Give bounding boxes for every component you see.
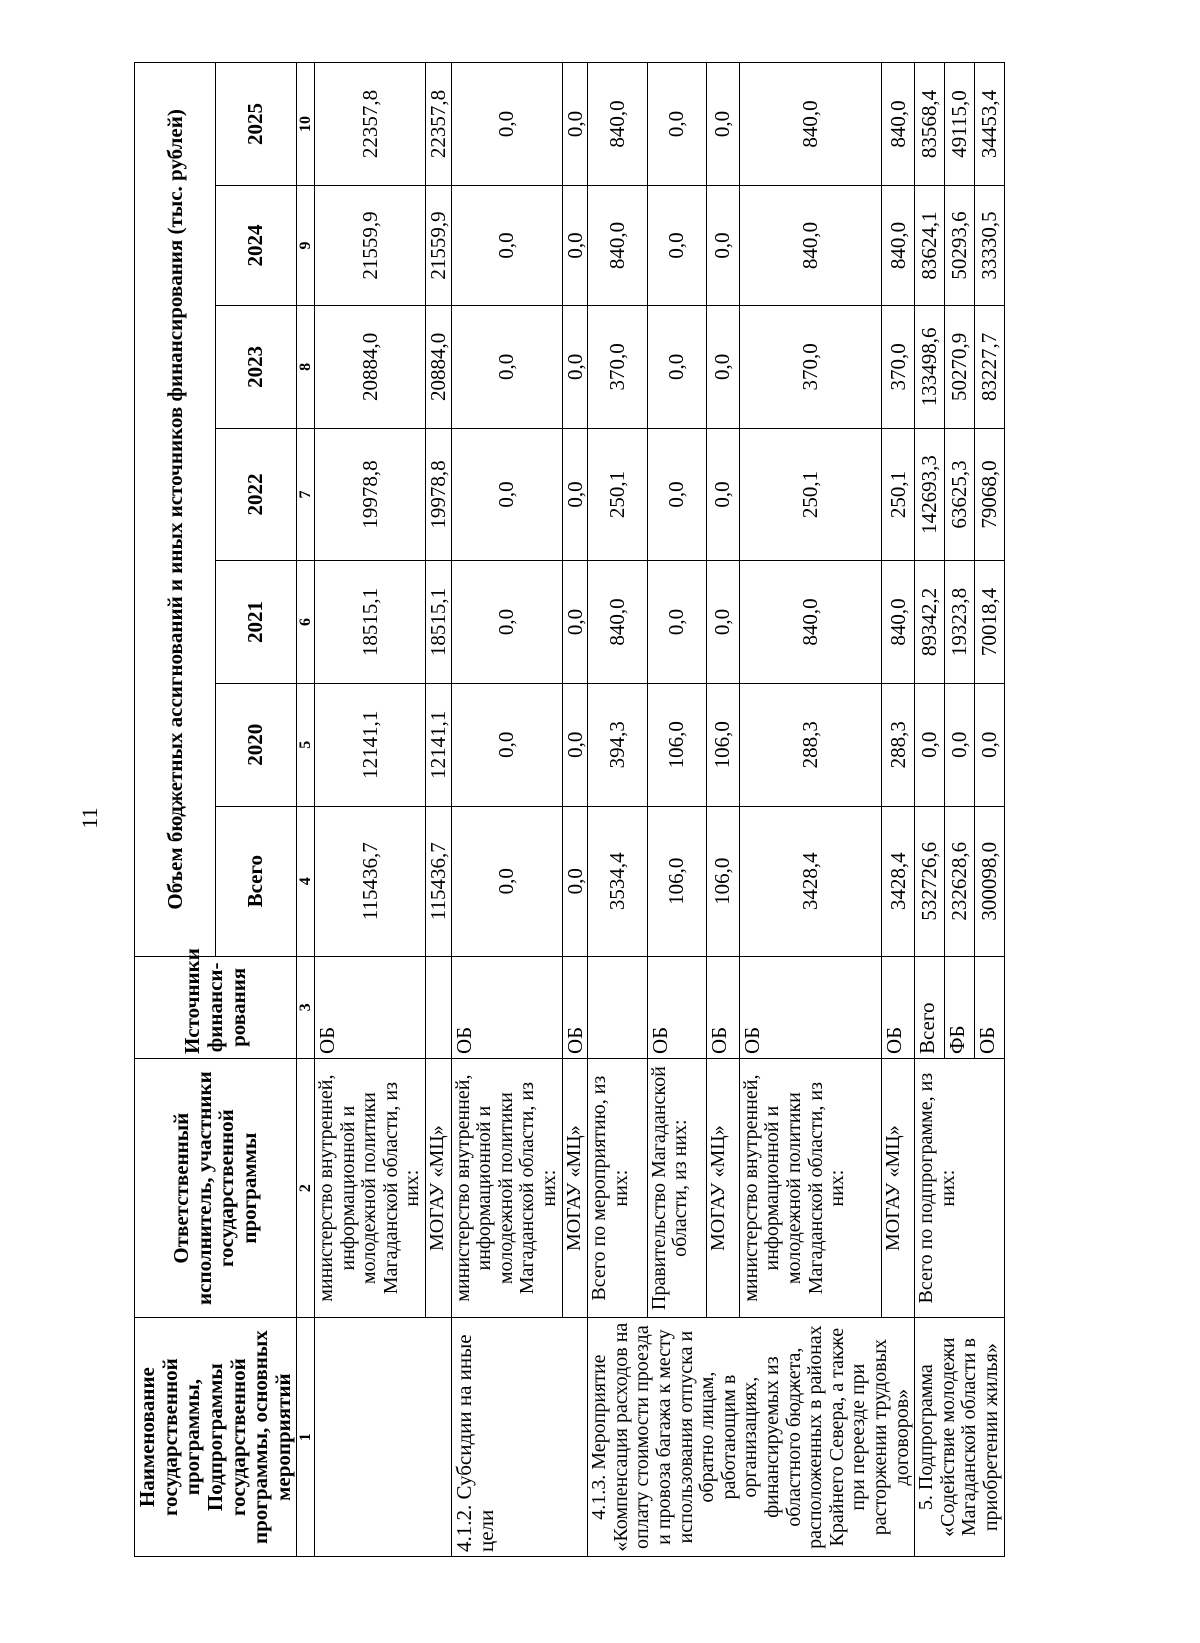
row-name: 4.1.3. Мероприятие «Компенсация расходов на оплату стоимости проезда и провоза багажа к месту использования отпуска и обратно лицам, работающим в организациях, финансируемых из областного бюджета, расположенных в районах Крайнего Севера, а также при переезде при расторжении трудовых договоров» xyxy=(588,1318,915,1557)
row-source xyxy=(588,956,647,1058)
cell-value: 49115,0 xyxy=(944,63,974,186)
cell-value: 34453,4 xyxy=(974,63,1004,186)
cell-value: 0,0 xyxy=(562,63,588,186)
row-name xyxy=(314,1318,451,1557)
cell-value: 0,0 xyxy=(562,806,588,956)
row-executor: министерство внутренней, информационной и молодежной политики Магаданской области, из них: xyxy=(739,1059,881,1318)
row-source: ОБ xyxy=(739,956,881,1058)
cell-value: 50270,9 xyxy=(944,305,974,428)
column-number-row xyxy=(296,63,314,1557)
cell-value: 50293,6 xyxy=(944,185,974,305)
cell-value: 840,0 xyxy=(588,185,647,305)
cell-value: 840,0 xyxy=(882,185,915,305)
header-year: 2025 xyxy=(215,63,296,186)
cell-value: 0,0 xyxy=(451,683,562,806)
header-executor: Ответственный исполнитель, участники государственной программы xyxy=(135,1059,297,1318)
cell-value: 0,0 xyxy=(706,63,739,186)
cell-value: 3428,4 xyxy=(882,806,915,956)
row-executor: МОГАУ «МЦ» xyxy=(562,1059,588,1318)
cell-value: 83568,4 xyxy=(915,63,945,186)
row-source: ОБ xyxy=(451,956,562,1058)
cell-value: 33330,5 xyxy=(974,185,1004,305)
cell-value: 0,0 xyxy=(562,185,588,305)
cell-value: 0,0 xyxy=(706,305,739,428)
cell-value: 0,0 xyxy=(647,428,706,560)
cell-value: 83624,1 xyxy=(915,185,945,305)
row-executor: министерство внутренней, информационной и молодежной политики Магаданской области, из них: xyxy=(314,1059,425,1318)
cell-value: 0,0 xyxy=(562,428,588,560)
cell-value: 0,0 xyxy=(706,561,739,684)
cell-value: 250,1 xyxy=(739,428,881,560)
row-executor: МОГАУ «МЦ» xyxy=(706,1059,739,1318)
cell-value: 115436,7 xyxy=(314,806,425,956)
table-row xyxy=(314,63,425,1557)
cell-value: 21559,9 xyxy=(425,185,451,305)
cell-value: 370,0 xyxy=(739,305,881,428)
cell-value: 89342,2 xyxy=(915,561,945,684)
header-source: Источники финанси-рования xyxy=(135,956,297,1058)
row-source: ОБ xyxy=(647,956,706,1058)
header-year: 2022 xyxy=(215,428,296,560)
cell-value: 0,0 xyxy=(562,683,588,806)
header-funding: Объем бюджетных ассигнований и иных источников финансирования (тыс. рублей) xyxy=(135,63,216,957)
row-executor: министерство внутренней, информационной и молодежной политики Магаданской области, из них: xyxy=(451,1059,562,1318)
cell-value: 370,0 xyxy=(882,305,915,428)
header-year: 2020 xyxy=(215,683,296,806)
cell-value: 22357,8 xyxy=(314,63,425,186)
column-number: 10 xyxy=(296,63,314,186)
cell-value: 394,3 xyxy=(588,683,647,806)
row-executor: Правительство Магаданской области, из них: xyxy=(647,1059,706,1318)
cell-value: 0,0 xyxy=(451,561,562,684)
cell-value: 79068,0 xyxy=(974,428,1004,560)
cell-value: 115436,7 xyxy=(425,806,451,956)
cell-value: 840,0 xyxy=(882,63,915,186)
cell-value: 133498,6 xyxy=(915,305,945,428)
rotated-page-content xyxy=(134,62,1064,1557)
header-year: 2024 xyxy=(215,185,296,305)
cell-value: 12141,1 xyxy=(425,683,451,806)
cell-value: 0,0 xyxy=(451,185,562,305)
cell-value: 142693,3 xyxy=(915,428,945,560)
cell-value: 0,0 xyxy=(974,683,1004,806)
cell-value: 0,0 xyxy=(706,428,739,560)
table-row xyxy=(451,63,562,1557)
cell-value: 0,0 xyxy=(647,305,706,428)
column-number: 9 xyxy=(296,185,314,305)
row-source: ОБ xyxy=(974,956,1004,1058)
cell-value: 0,0 xyxy=(647,63,706,186)
page-number: 11 xyxy=(77,807,102,829)
cell-value: 840,0 xyxy=(739,185,881,305)
cell-value: 840,0 xyxy=(739,63,881,186)
cell-value: 250,1 xyxy=(882,428,915,560)
column-number: 3 xyxy=(296,956,314,1058)
row-source xyxy=(425,956,451,1058)
cell-value: 288,3 xyxy=(739,683,881,806)
row-executor: Всего по мероприятию, из них: xyxy=(588,1059,647,1318)
cell-value: 0,0 xyxy=(451,806,562,956)
cell-value: 20884,0 xyxy=(425,305,451,428)
cell-value: 0,0 xyxy=(451,305,562,428)
cell-value: 18515,1 xyxy=(314,561,425,684)
cell-value: 63625,3 xyxy=(944,428,974,560)
column-number: 1 xyxy=(296,1318,314,1557)
cell-value: 21559,9 xyxy=(314,185,425,305)
cell-value: 3534,4 xyxy=(588,806,647,956)
cell-value: 288,3 xyxy=(882,683,915,806)
cell-value: 840,0 xyxy=(882,561,915,684)
cell-value: 0,0 xyxy=(562,305,588,428)
row-source: ОБ xyxy=(562,956,588,1058)
cell-value: 3428,4 xyxy=(739,806,881,956)
header-year: 2021 xyxy=(215,561,296,684)
table-row xyxy=(915,63,945,1557)
cell-value: 83227,7 xyxy=(974,305,1004,428)
table-row xyxy=(588,63,647,1557)
row-name: 4.1.2. Субсидии на иные цели xyxy=(451,1318,588,1557)
column-number: 8 xyxy=(296,305,314,428)
column-number: 2 xyxy=(296,1059,314,1318)
cell-value: 232628,6 xyxy=(944,806,974,956)
cell-value: 532726,6 xyxy=(915,806,945,956)
cell-value: 370,0 xyxy=(588,305,647,428)
cell-value: 22357,8 xyxy=(425,63,451,186)
row-source: ОБ xyxy=(882,956,915,1058)
cell-value: 250,1 xyxy=(588,428,647,560)
cell-value: 0,0 xyxy=(944,683,974,806)
row-source: ФБ xyxy=(944,956,974,1058)
cell-value: 19978,8 xyxy=(314,428,425,560)
funding-table xyxy=(134,62,1005,1557)
row-source: Всего xyxy=(915,956,945,1058)
cell-value: 840,0 xyxy=(739,561,881,684)
row-source: ОБ xyxy=(706,956,739,1058)
cell-value: 0,0 xyxy=(451,63,562,186)
cell-value: 0,0 xyxy=(451,428,562,560)
cell-value: 12141,1 xyxy=(314,683,425,806)
cell-value: 0,0 xyxy=(562,561,588,684)
cell-value: 840,0 xyxy=(588,63,647,186)
row-source: ОБ xyxy=(314,956,425,1058)
cell-value: 19978,8 xyxy=(425,428,451,560)
cell-value: 106,0 xyxy=(647,806,706,956)
row-executor: МОГАУ «МЦ» xyxy=(425,1059,451,1318)
cell-value: 0,0 xyxy=(915,683,945,806)
cell-value: 106,0 xyxy=(706,683,739,806)
cell-value: 0,0 xyxy=(647,561,706,684)
cell-value: 840,0 xyxy=(588,561,647,684)
row-executor: Всего по подпрограмме, из них: xyxy=(915,1059,1004,1318)
cell-value: 20884,0 xyxy=(314,305,425,428)
cell-value: 0,0 xyxy=(706,185,739,305)
cell-value: 106,0 xyxy=(706,806,739,956)
row-name: 5. Подпрограмма «Содействие молодежи Магаданской области в приобретении жилья» xyxy=(915,1318,1004,1557)
column-number: 4 xyxy=(296,806,314,956)
cell-value: 0,0 xyxy=(647,185,706,305)
column-number: 7 xyxy=(296,428,314,560)
header-year: Всего xyxy=(215,806,296,956)
row-executor: МОГАУ «МЦ» xyxy=(882,1059,915,1318)
cell-value: 19323,8 xyxy=(944,561,974,684)
header-name: Наименование государственной программы, Подпрограммы государственной программы, основных мероприятий xyxy=(135,1318,297,1557)
column-number: 5 xyxy=(296,683,314,806)
column-number: 6 xyxy=(296,561,314,684)
cell-value: 300098,0 xyxy=(974,806,1004,956)
cell-value: 70018,4 xyxy=(974,561,1004,684)
cell-value: 106,0 xyxy=(647,683,706,806)
header-year: 2023 xyxy=(215,305,296,428)
cell-value: 18515,1 xyxy=(425,561,451,684)
